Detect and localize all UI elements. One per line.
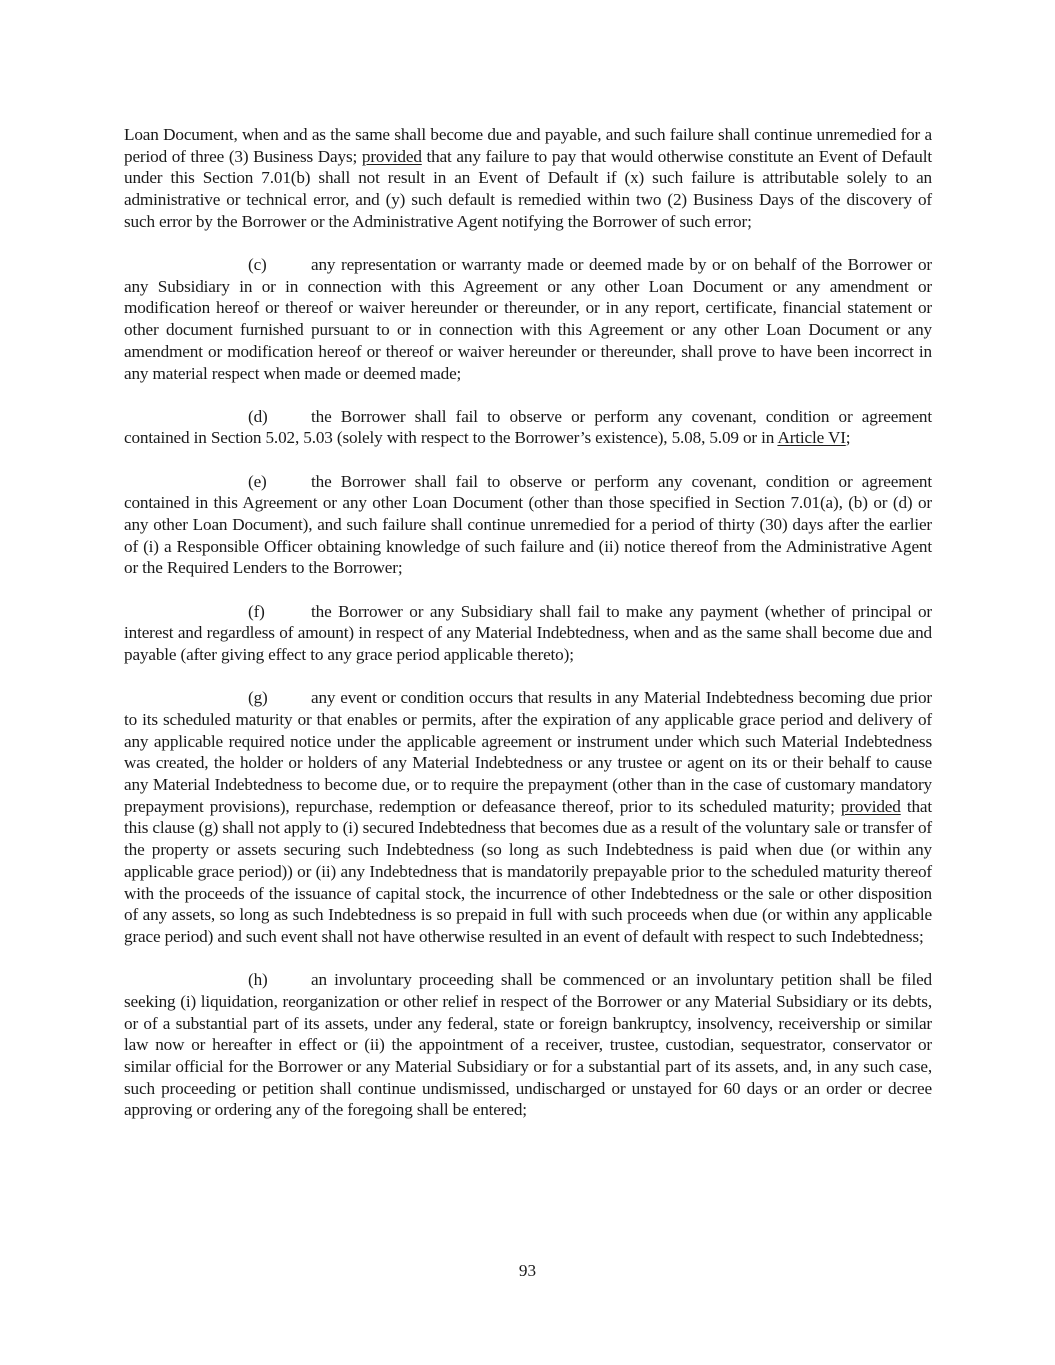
text-segment: the Borrower shall fail to observe or perform any covenant, condition or agreement contained in Section 5.02, 5.03 (solely with respect to the Borrower’s existence), 5.08, 5.09 or in (124, 406, 932, 448)
paragraph-clause-c (124, 254, 932, 384)
clause-label: (g) (248, 688, 268, 708)
text-segment: Loan Document, when and as the same shall become due and payable, and such failure shall continue unremedied for a period of three (3) Business Days; (124, 125, 932, 166)
text-segment: ; (845, 428, 851, 448)
text-segment: the Borrower shall fail to observe or perform any covenant, condition or agreement contained in this Agreement or any other Loan Document (other than those specified in Section 7.01(a), (b) or (d) or any other Loan Document), and such failure shall continue unremedied for a period of thirty (30) days after the earlier of (i) a Responsible Officer obtaining knowledge of such failure and (ii) notice thereof from the Administrative Agent or the Required Lenders to the Borrower; (124, 471, 932, 578)
document-page (124, 124, 932, 1143)
page-number: 93 (518, 1261, 537, 1280)
clause-label: (e) (248, 471, 267, 491)
text-segment: an involuntary proceeding shall be commenced or an involuntary petition shall be filed seeking (i) liquidation, reorganization or other relief in respect of the Borrower or any Material Subsidiary or its debts, or of a substantial part of its assets, under any federal, state or foreign bankruptcy, insolvency, receivership or similar law now or hereafter in effect or (ii) the appointment of a receiver, trustee, custodian, sequestrator, conservator or similar official for the Borrower or any Material Subsidiary or for a substantial part of its assets, and, in any such case, such proceeding or petition shall continue undismissed, undischarged or unstayed for 60 days or an order or decree approving or ordering any of the foregoing shall be entered; (124, 970, 932, 1120)
provided-term: provided (840, 796, 901, 816)
text-segment: that any failure to pay that would otherwise constitute an Event of Default under this Section 7.01(b) shall not result in an Event of Default if (x) such failure is attributable solely to an administrative or technical error, and (y) such default is remedied within two (2) Business Days of the discovery of such error by the Borrower or the Administrative Agent notifying the Borrower of such error; (124, 146, 933, 231)
article-reference: Article VI (777, 428, 846, 448)
text-segment: any representation or warranty made or deemed made by or on behalf of the Borrower or any Subsidiary in or in connection with this Agreement or any other Loan Document or any amendment or modification hereof or thereof or waiver hereunder or thereunder, or in any report, certificate, financial statement or other document furnished pursuant to or in connection with this Agreement or any other Loan Document or any amendment or modification hereof or thereof or waiver hereunder or thereunder, shall prove to have been incorrect in any material respect when made or deemed made; (124, 255, 932, 383)
paragraph-clause-g (124, 687, 932, 947)
paragraph-continuation-b (124, 124, 932, 233)
paragraph-clause-f (124, 601, 932, 666)
text-segment: the Borrower or any Subsidiary shall fail to make any payment (whether of principal or interest and regardless of amount) in respect of any Material Indebtedness, when and as the same shall become due and payable (after giving effect to any grace period applicable thereto); (124, 601, 932, 665)
paragraph-clause-h (124, 969, 932, 1121)
paragraph-clause-e (124, 471, 932, 580)
clause-label: (f) (248, 601, 265, 621)
paragraph-clause-d (124, 406, 932, 449)
text-segment: that this clause (g) shall not apply to (i) secured Indebtedness that becomes due as a result of the voluntary sale or transfer of the property or assets securing such Indebtedness (so long as such Indebtedness is paid when due (or within any applicable grace period)) or (ii) any Indebtedness that is mandatorily prepayable prior to the scheduled maturity thereof with the proceeds of the issuance of capital stock, the incurrence of other Indebtedness or the sale or other disposition of any assets, so long as such Indebtedness is so prepaid in full with such proceeds when due (or within any applicable grace period) and such event shall not have otherwise resulted in an event of default with respect to such Indebtedness; (124, 796, 932, 946)
clause-label: (d) (248, 406, 268, 426)
clause-label: (h) (248, 970, 268, 990)
provided-term: provided (361, 146, 422, 166)
clause-label: (c) (248, 255, 267, 275)
text-segment: any event or condition occurs that results in any Material Indebtedness becoming due prior to its scheduled maturity or that enables or permits, after the expiration of any applicable grace period and delivery of any applicable required notice under the applicable agreement or instrument under which such Material Indebtedness was created, the holder or holders of any Material Indebtedness or any trustee or agent on its or their behalf to cause any Material Indebtedness to become due, or to require the prepayment (other than in the case of customary mandatory prepayment provisions), repurchase, redemption or defeasance thereof, prior to its scheduled maturity; (124, 688, 932, 816)
